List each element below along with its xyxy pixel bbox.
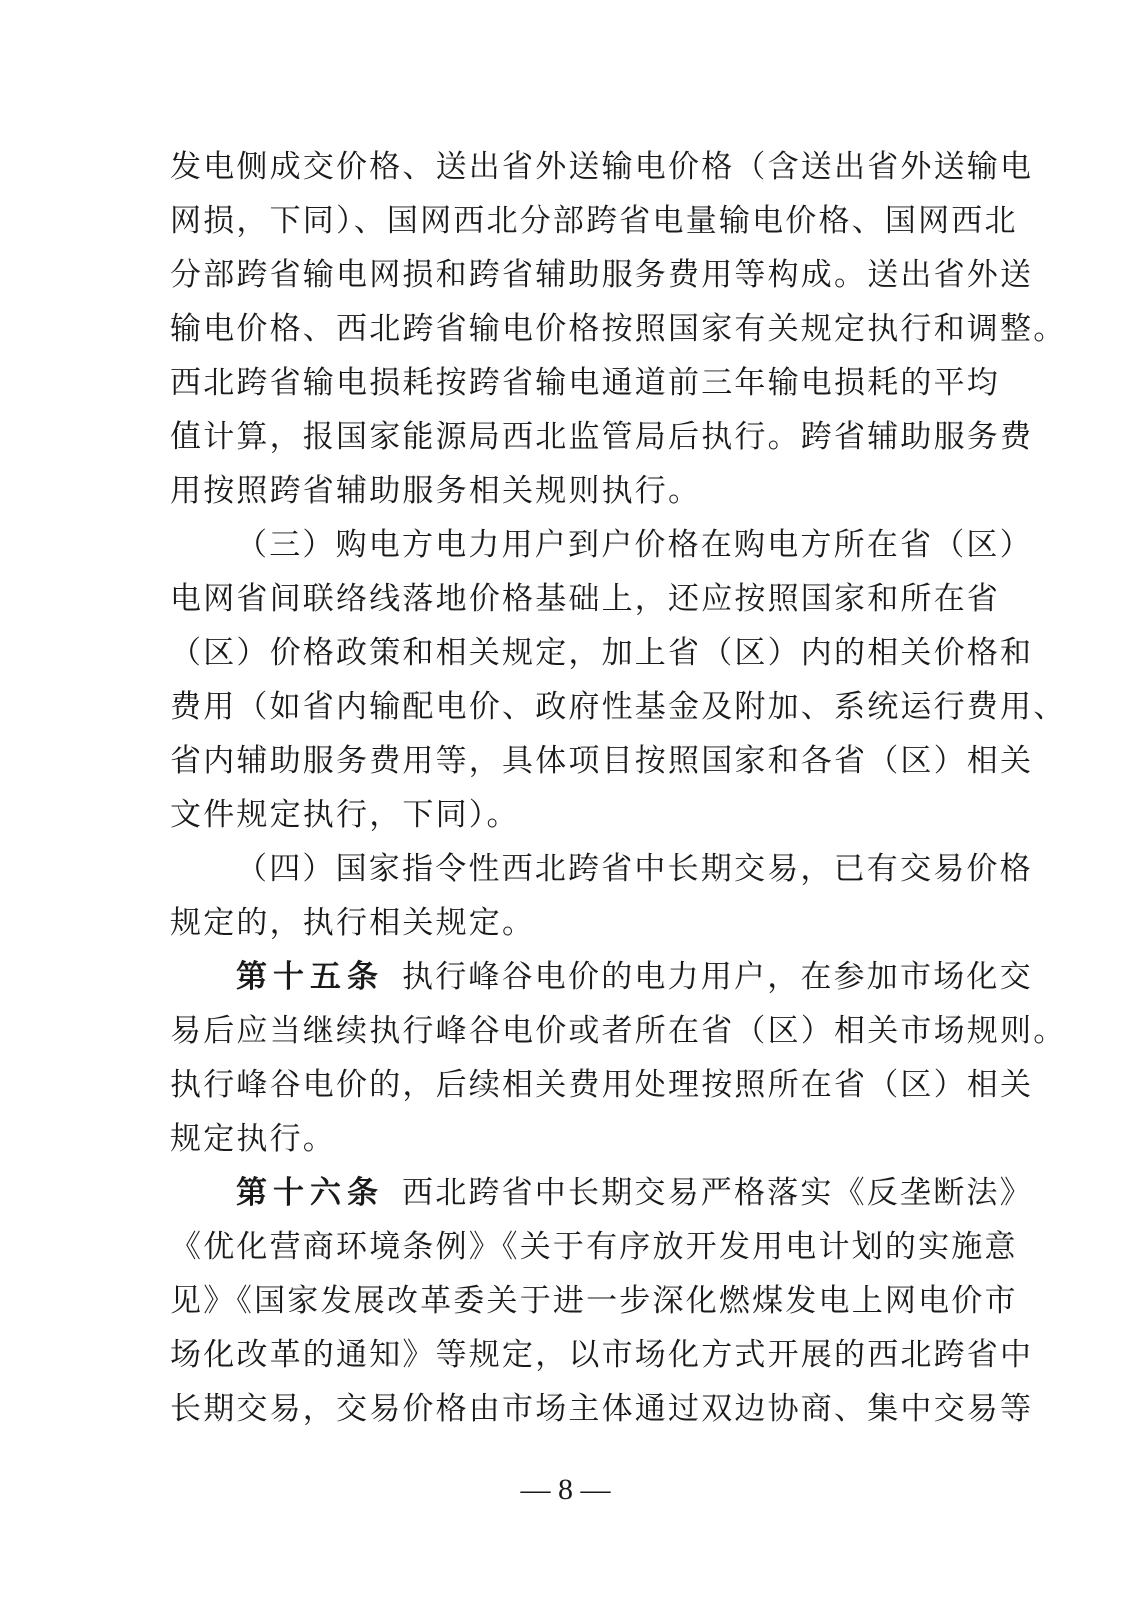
text-line: 场化改革的通知》等规定，以市场化方式开展的西北跨省中 xyxy=(170,1337,1034,1373)
paragraph-item-three xyxy=(170,518,1067,842)
article-text: 西北跨省中长期交易严格落实《反垄断法》 xyxy=(402,1175,1033,1211)
text-line: 输电价格、西北跨省输电价格按照国家有关规定执行和调整。 xyxy=(170,311,1067,347)
text-line: 网损，下同）、国网西北分部跨省电量输电价格、国网西北 xyxy=(170,203,1018,239)
text-line: 分部跨省输电网损和跨省辅助服务费用等构成。送出省外送 xyxy=(170,257,1034,293)
text-line: （三）购电方电力用户到户价格在购电方所在省（区） xyxy=(236,527,1033,563)
text-line: 发电侧成交价格、送出省外送输电价格（含送出省外送输电 xyxy=(170,149,1034,185)
text-line: 见》《国家发展改革委关于进一步深化燃煤发电上网电价市 xyxy=(170,1283,1018,1319)
text-line: 值计算，报国家能源局西北监管局后执行。跨省辅助服务费 xyxy=(170,419,1034,455)
text-line: 省内辅助服务费用等，具体项目按照国家和各省（区）相关 xyxy=(170,743,1034,779)
article-text: 执行峰谷电价的电力用户，在参加市场化交 xyxy=(402,959,1033,995)
article-sixteen xyxy=(170,1166,1034,1436)
text-line: （四）国家指令性西北跨省中长期交易，已有交易价格 xyxy=(236,851,1033,887)
article-title: 第十六条 xyxy=(236,1175,384,1211)
article-fifteen xyxy=(170,950,1067,1166)
body-text xyxy=(170,140,1067,1436)
text-line: 规定执行。 xyxy=(170,1121,336,1157)
text-line: 电网省间联络线落地价格基础上，还应按照国家和所在省 xyxy=(170,581,1000,617)
text-line xyxy=(170,1166,1033,1220)
text-line: 规定的，执行相关规定。 xyxy=(170,905,536,941)
paragraph-item-four xyxy=(170,842,1033,950)
page-number: — 8 — xyxy=(520,1473,611,1506)
text-line: 用按照跨省辅助服务相关规则执行。 xyxy=(170,473,702,509)
text-line: 西北跨省输电损耗按跨省输电通道前三年输电损耗的平均 xyxy=(170,365,1000,401)
paragraph-price-components xyxy=(170,140,1067,518)
text-line: 长期交易，交易价格由市场主体通过双边协商、集中交易等 xyxy=(170,1391,1034,1427)
text-line: 执行峰谷电价的，后续相关费用处理按照所在省（区）相关 xyxy=(170,1067,1034,1103)
text-line xyxy=(170,950,1033,1004)
article-title: 第十五条 xyxy=(236,959,384,995)
text-line: 文件规定执行，下同）。 xyxy=(170,797,520,833)
text-line: 费用（如省内输配电价、政府性基金及附加、系统运行费用、 xyxy=(170,689,1067,725)
text-line: 易后应当继续执行峰谷电价或者所在省（区）相关市场规则。 xyxy=(170,1013,1067,1049)
text-line: 《优化营商环境条例》《关于有序放开发用电计划的实施意 xyxy=(170,1229,1018,1265)
text-line: （区）价格政策和相关规定，加上省（区）内的相关价格和 xyxy=(170,635,1034,671)
